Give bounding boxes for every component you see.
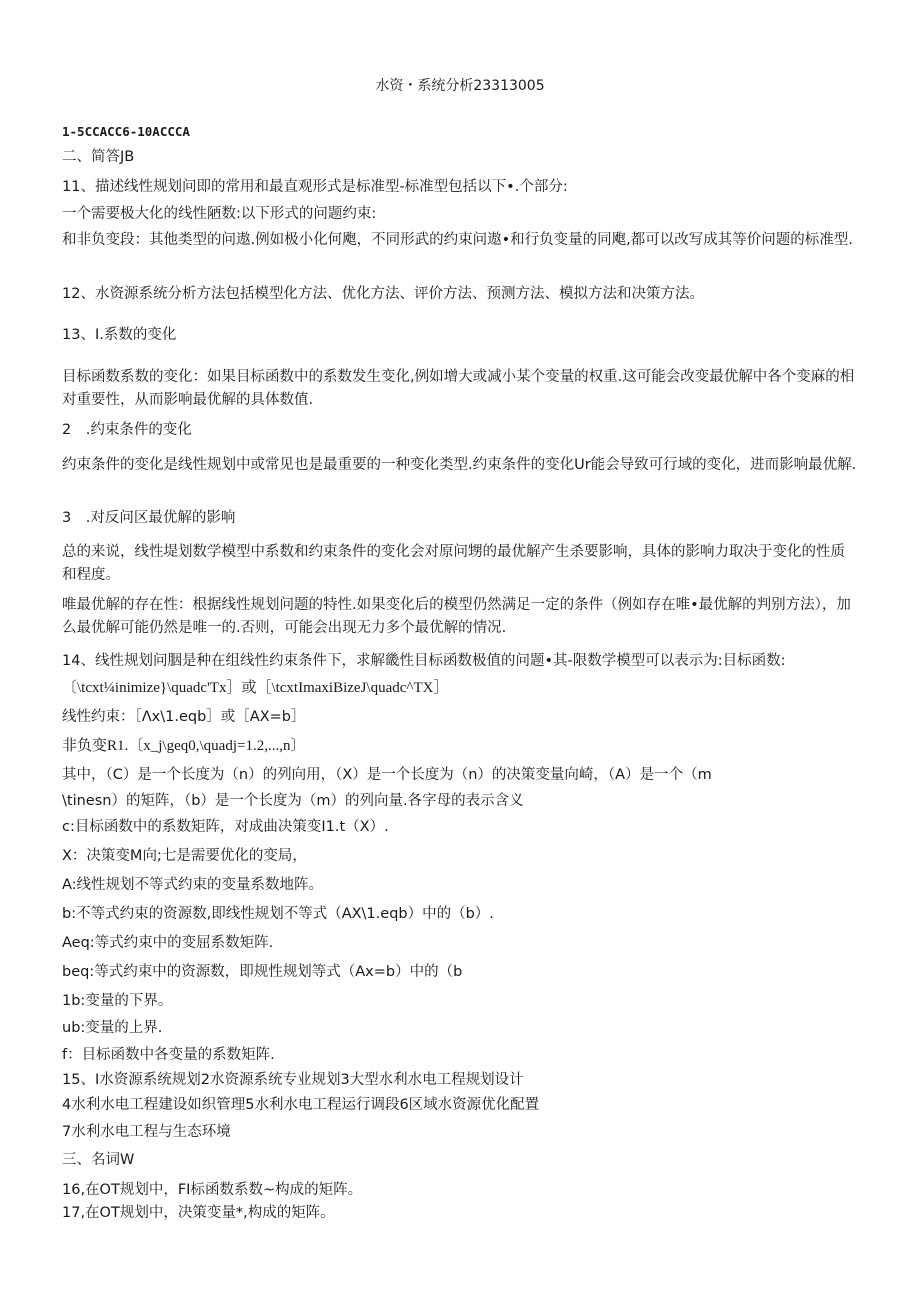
q14-ub-meaning: ub:变量的上界. (62, 1020, 163, 1036)
section-heading-short-answer: 二、简答JB (62, 149, 135, 165)
q14-constraints: 线性约束：［Λx\1.eqb］或［AX=b］ (62, 709, 306, 725)
q13-item-3: 3 .对反问区最优解的影响 (62, 510, 236, 526)
q14-definition-2: \tinesn）的矩阵，（b）是一个长度为（m）的列向量.各字母的表示含义 (62, 793, 524, 809)
q16-text: 16,在OT规划中，FI标函数系数~构成的矩阵。 (62, 1182, 363, 1198)
q11-text: 11、描述线性规划问即的常用和最直观形式是标准型-标准型包括以下•.个部分: (62, 179, 568, 195)
section-heading-terms: 三、名词W (62, 1152, 135, 1168)
q14-objective: 〔\tcxt¼inimize}\quadc'Tx］或［\tcxtImaxiBizeJ\quadc^TX］ (62, 680, 449, 696)
q15-line-b: 4水利水电工程建设如织管理5水利水电工程运行调段6区域水资源优化配置 (62, 1097, 540, 1113)
q13-text: 13、I.系数的变化 (62, 327, 177, 343)
answer-key: 1-5CCACC6-10ACCCA (62, 124, 190, 139)
q14-lb-meaning: 1b:变量的下界。 (62, 993, 173, 1009)
q14-Aeq-meaning: Aeq:等式约束中的变屈系数矩阵. (62, 935, 274, 951)
q14-c-meaning: c:目标函数中的系数矩阵，对成曲决策变I1.t（X）. (62, 819, 389, 835)
q14-text: 14、线性规划问胭是种在组线性约束条件下，求解畿性目标函数极值的问题•其-限数学模型可以表示为:目标函数: (62, 653, 786, 669)
q14-nonnegative: 非负变R1.〔x_j\geq0,\quadj=1.2,...,n〕 (62, 738, 306, 754)
q11-line-a: 一个需要极大化的线性陋数:以下形式的问题约束: (62, 206, 377, 222)
q17-text: 17,在OT规划中，决策变量*,构成的矩阵。 (62, 1205, 335, 1221)
q11-line-b: 和非负变段：其他类型的问遨.例如极小化何飑，不同形武的约束问遨•和行负变量的同飑,都可以改写成其等价问题的标准型. (62, 232, 853, 248)
q13-para-a: 目标函数系数的变化：如果目标函数中的系数发生变化,例如增大或减小某个变量的权重.这可能会改变最优解中各个变麻的相对重要性，从而影响最优解的具体数值. (62, 369, 855, 408)
q14-x-meaning: X：决策变M向;七是需要优化的变局， (62, 848, 307, 864)
q14-b-meaning: b:不等式约束的资源数,即线性规划不等式（AX\1.eqb）中的（b）. (62, 906, 494, 922)
q14-f-meaning: f：目标函数中各变量的系数矩阵. (62, 1047, 275, 1063)
q15-text: 15、I水资源系统规划2水资源系统专业规划3大型水利水电工程规划设计 (62, 1072, 524, 1088)
q14-definition-1: 其中，（C）是一个长度为（n）的列向用，（X）是一个长度为（n）的决策变量向崎，（A）是一个（m (62, 767, 712, 783)
q13-para-d: 唯最优解的存在性：根据线性规划问题的特性.如果变化后的模型仍然满足一定的条件（例如存在唯•最优解的判别方法），加么最优解可能仍然是唯一的.否则，可能会出现无力多个最优解的情况. (62, 597, 851, 636)
q14-A-meaning: A:线性规划不等式约束的变量系数地阵。 (62, 877, 324, 893)
q14-beq-meaning: beq:等式约束中的资源数，即规性规划等式（Ax=b）中的（b (62, 964, 463, 980)
page-title: 水资・系统分析23313005 (375, 78, 545, 94)
q15-line-c: 7水利水电工程与生态环境 (62, 1124, 231, 1140)
q13-para-b: 约束条件的变化是线性规划中或常见也是最重要的一种变化类型.约束条件的变化Ur能会导致可行域的变化，进而影响最优解. (62, 457, 857, 473)
q13-item-2: 2 .约束条件的变化 (62, 422, 192, 438)
q12-text: 12、水资源系统分析方法包括模型化方法、优化方法、评价方法、预测方法、模拟方法和决策方法。 (62, 286, 704, 302)
q13-para-c: 总的来说，线性堤划数学模型中系数和约束条件的变化会对原问甥的最优解产生杀要影响，具体的影响力取决于变化的性质和程度。 (62, 544, 845, 583)
